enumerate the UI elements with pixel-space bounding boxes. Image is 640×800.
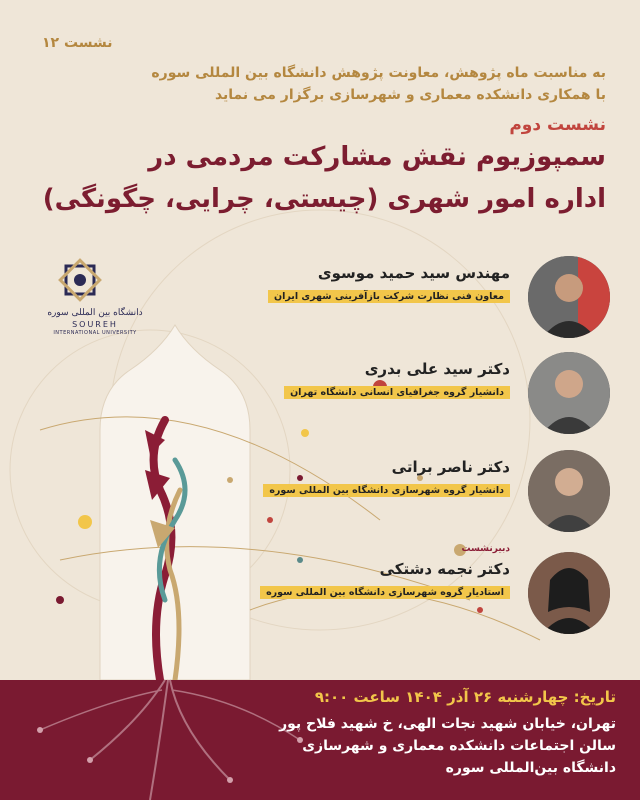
speaker-card [50,256,610,340]
speaker-name: دکتر سید علی بدری [364,360,510,378]
speaker-name: دکتر نجمه دشتکی [379,560,510,578]
title-line-2: اداره امور شهری (چیستی، چرایی، چگونگی) [42,184,606,214]
address-line-2: سالن اجتماعات دانشکده معماری و شهرسازی [302,738,616,754]
speaker-photo [528,256,610,338]
speaker-photo [528,450,610,532]
speaker-card [50,544,610,636]
speaker-card [50,450,610,534]
session-subtitle: نشست دوم [509,115,606,135]
session-number: نشست ۱۲ [42,35,113,51]
speaker-photo [528,352,610,434]
logo-text-en: SOUREH [72,320,118,329]
intro-text [46,62,606,106]
speaker-name: دکتر ناصر براتی [391,458,510,476]
intro-line-2: با همکاری دانشکده معماری و شهرسازی برگزار می نماید [214,87,606,103]
speaker-role: معاون فنی نظارت شرکت بازآفرینی شهری ایران [268,290,510,303]
logo-text-fa: دانشگاه بین المللی سوره [47,308,143,318]
speaker-role: دانشیار گروه شهرسازی دانشگاه بین المللی سوره [263,484,510,497]
speaker-role: دانشیار گروه جغرافیای انسانی دانشگاه تهران [284,386,510,399]
moderator-label: دبیرنشست [461,544,510,554]
title-line-1: سمپوزیوم نقش مشارکت مردمی در [148,142,606,172]
event-date-time: تاریخ: چهارشنبه ۲۶ آذر ۱۴۰۴ ساعت ۹:۰۰ [314,688,616,706]
address-line-3: دانشگاه بین‌المللی سوره [445,760,616,776]
intro-line-1: به مناسبت ماه پژوهش، معاونت پژوهش دانشگاه بین المللی سوره [151,65,606,81]
logo-text-en-sub: INTERNATIONAL UNIVERSITY [53,330,137,336]
speaker-name: مهندس سید حمید موسوی [317,264,510,282]
speaker-photo [528,552,610,634]
speaker-card [50,352,610,436]
speaker-role: استادیار گروه شهرسازی دانشگاه بین المللی سوره [260,586,510,599]
address-line-1: تهران، خیابان شهید نجات الهی، خ شهید فلاح پور [279,716,616,732]
